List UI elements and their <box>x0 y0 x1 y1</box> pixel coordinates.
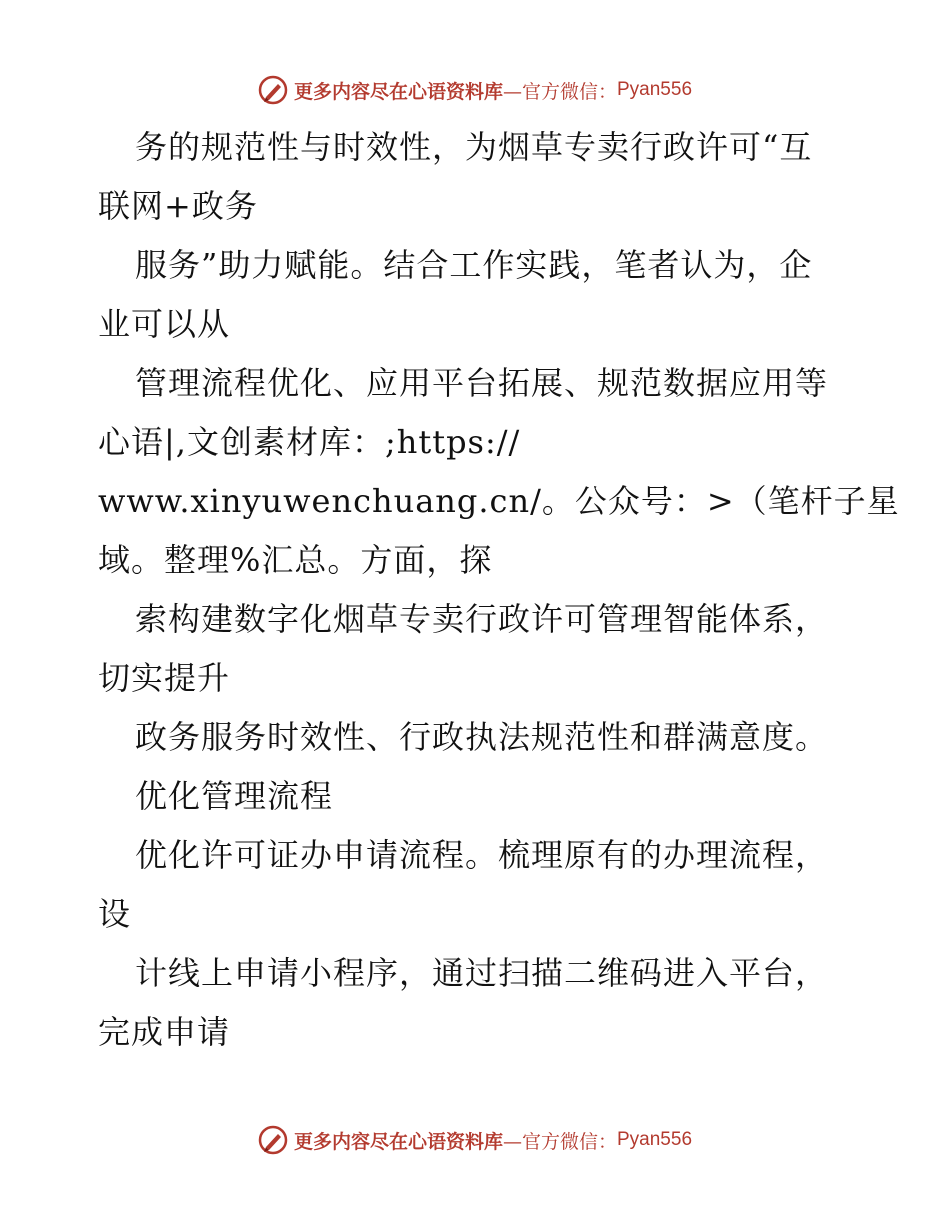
body-line: 政务服务时效性、行政执法规范性和群满意度。 <box>135 718 829 756</box>
banner-wechat-label: —官方微信： <box>502 80 617 103</box>
body-line: 域。整理%汇总。方面，探 <box>98 541 493 579</box>
banner-wechat-id: Pyan556 <box>617 79 693 100</box>
pen-logo-icon <box>258 75 288 105</box>
body-line: 切实提升 <box>98 659 231 697</box>
banner-wechat-id: Pyan556 <box>617 1129 693 1150</box>
body-line: 计线上申请小程序，通过扫描二维码进入平台， <box>135 954 829 992</box>
body-line: 联网+政务 <box>98 187 258 225</box>
body-line: 管理流程优化、应用平台拓展、规范数据应用等 <box>135 364 829 402</box>
body-line: 心语|,文创素材库：;https:// <box>98 423 521 461</box>
banner-title: 更多内容尽在心语资料库 <box>293 80 503 103</box>
body-line: 务的规范性与时效性，为烟草专卖行政许可“互 <box>135 128 813 166</box>
body-line: 优化许可证办申请流程。梳理原有的办理流程， <box>135 836 829 874</box>
section-heading: 优化管理流程 <box>135 777 334 815</box>
body-line: 索构建数字化烟草专卖行政许可管理智能体系， <box>135 600 829 638</box>
document-body <box>98 118 900 1062</box>
banner-wechat-label: —官方微信： <box>502 1130 617 1153</box>
body-line: 完成申请 <box>98 1013 231 1051</box>
body-line: www.xinyuwenchuang.cn/。公众号：>（笔杆子星 <box>98 482 900 520</box>
pen-logo-icon <box>258 1125 288 1155</box>
body-line: 业可以从 <box>98 305 231 343</box>
footer-watermark-banner <box>0 1122 950 1158</box>
body-line: 设 <box>98 895 132 933</box>
header-watermark-banner <box>0 72 950 108</box>
banner-title: 更多内容尽在心语资料库 <box>293 1130 503 1153</box>
body-line: 服务”助力赋能。结合工作实践，笔者认为，企 <box>135 246 813 284</box>
